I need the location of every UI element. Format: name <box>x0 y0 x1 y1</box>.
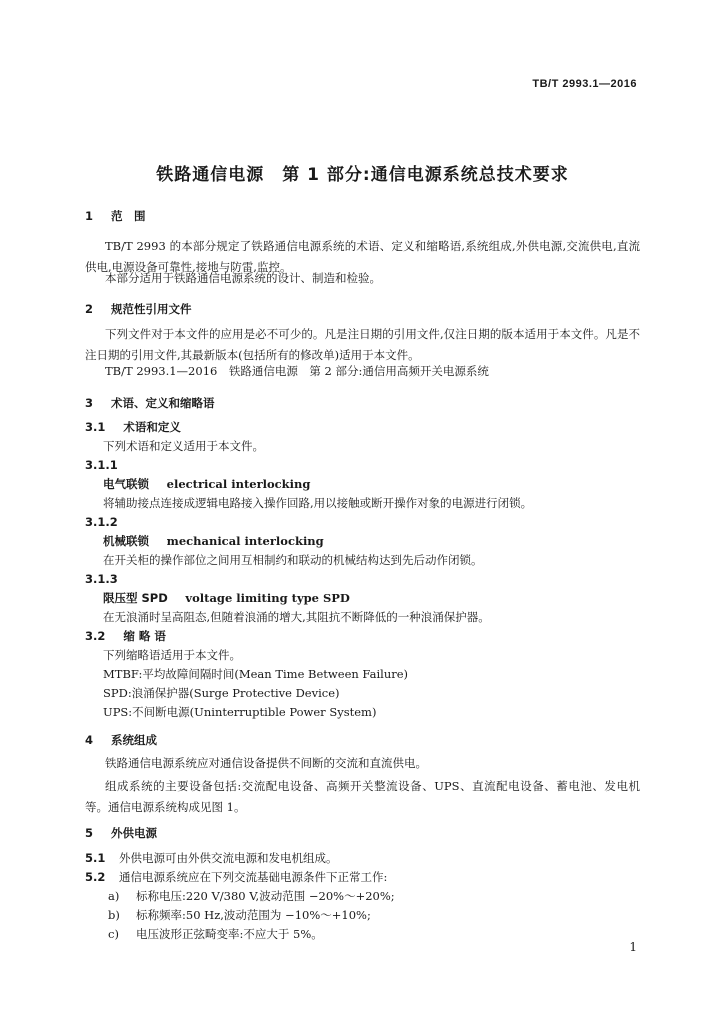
term-definition: 在开关柜的操作部位之间用互相制约和联动的机械结构达到先后动作闭锁。 <box>103 553 483 567</box>
section-title: 外供电源 <box>111 826 158 840</box>
term-definition: 将辅助接点连接成逻辑电路接入操作回路,用以接触或断开操作对象的电源进行闭锁。 <box>103 496 533 510</box>
section-number: 1 <box>85 209 94 223</box>
list-text: 电压波形正弦畸变率:不应大于 5%。 <box>136 927 323 941</box>
section-number: 3 <box>85 396 94 410</box>
subsection-intro: 下列术语和定义适用于本文件。 <box>103 439 264 453</box>
section-4-paragraph: 铁路通信电源系统应对通信设备提供不间断的交流和直流供电。 <box>105 756 427 770</box>
subsection-3-2-heading <box>85 626 640 647</box>
list-label: a) <box>108 889 120 903</box>
term-number: 3.1.1 <box>85 458 118 472</box>
section-number: 4 <box>85 733 94 747</box>
section-4-paragraph: 组成系统的主要设备包括:交流配电设备、高频开关整流设备、UPS、直流配电设备、蓄电池、发电机等。通信电源系统构成见图 1。 <box>85 779 640 814</box>
section-title: 术语、定义和缩略语 <box>111 396 215 410</box>
standard-code: TB/T 2993.1—2016 <box>532 78 637 90</box>
clause-5-1 <box>85 848 640 869</box>
subsection-intro: 下列缩略语适用于本文件。 <box>103 648 241 662</box>
clause-number: 5.1 <box>85 851 106 865</box>
subsection-3-1-heading <box>85 417 640 438</box>
clause-5-2 <box>85 867 640 888</box>
section-title: 规范性引用文件 <box>111 302 192 316</box>
clause-number: 5.2 <box>85 870 106 884</box>
term-en: electrical interlocking <box>166 477 311 491</box>
list-label: b) <box>108 908 120 922</box>
list-item <box>108 924 323 945</box>
section-3-heading <box>85 393 640 414</box>
abbreviation-item: MTBF:平均故障间隔时间(Mean Time Between Failure) <box>103 667 409 681</box>
section-1-heading <box>85 206 640 227</box>
section-number: 2 <box>85 302 94 316</box>
term-number: 3.1.2 <box>85 515 118 529</box>
term-name <box>103 531 640 552</box>
term-zh: 机械联锁 <box>103 534 149 548</box>
clause-text: 通信电源系统应在下列交流基础电源条件下正常工作: <box>119 870 388 884</box>
section-1-paragraph: TB/T 2993 的本部分规定了铁路通信电源系统的术语、定义和缩略语,系统组成,外供电源,交流供电,直流供电,电源设备可靠性,接地与防雷,监控。 <box>85 239 640 274</box>
abbreviation-item: UPS:不间断电源(Uninterruptible Power System) <box>103 705 377 719</box>
term-en: mechanical interlocking <box>166 534 324 548</box>
list-item <box>108 905 371 926</box>
list-text: 标称电压:220 V/380 V,波动范围 −20%～+20%; <box>136 889 395 903</box>
clause-text: 外供电源可由外供交流电源和发电机组成。 <box>119 851 338 865</box>
term-zh: 限压型 SPD <box>103 591 168 605</box>
term-zh: 电气联锁 <box>103 477 149 491</box>
term-en: voltage limiting type SPD <box>185 591 350 605</box>
subsection-title: 缩 略 语 <box>123 629 166 643</box>
subsection-number: 3.1 <box>85 420 106 434</box>
term-definition: 在无浪涌时呈高阻态,但随着浪涌的增大,其阻抗不断降低的一种浪涌保护器。 <box>103 610 490 624</box>
term-number: 3.1.3 <box>85 572 118 586</box>
term-name <box>103 588 640 609</box>
section-2-paragraph: 下列文件对于本文件的应用是必不可少的。凡是注日期的引用文件,仅注日期的版本适用于本文件。凡是不注日期的引用文件,其最新版本(包括所有的修改单)适用于本文件。 <box>85 327 640 362</box>
list-label: c) <box>108 927 119 941</box>
page-number: 1 <box>629 940 637 954</box>
document-title: 铁路通信电源 第 1 部分:通信电源系统总技术要求 <box>156 165 569 185</box>
normative-reference: TB/T 2993.1—2016 铁路通信电源 第 2 部分:通信用高频开关电源系统 <box>105 364 489 378</box>
section-title: 范 围 <box>111 209 146 223</box>
list-text: 标称频率:50 Hz,波动范围为 −10%～+10%; <box>136 908 371 922</box>
section-1-paragraph: 本部分适用于铁路通信电源系统的设计、制造和检验。 <box>105 271 381 285</box>
subsection-number: 3.2 <box>85 629 106 643</box>
section-number: 5 <box>85 826 94 840</box>
term-name <box>103 474 640 495</box>
subsection-title: 术语和定义 <box>123 420 181 434</box>
abbreviation-item: SPD:浪涌保护器(Surge Protective Device) <box>103 686 340 700</box>
section-title: 系统组成 <box>111 733 158 747</box>
section-5-heading <box>85 823 640 844</box>
list-item <box>108 886 395 907</box>
section-2-heading <box>85 299 640 320</box>
section-4-heading <box>85 730 640 751</box>
